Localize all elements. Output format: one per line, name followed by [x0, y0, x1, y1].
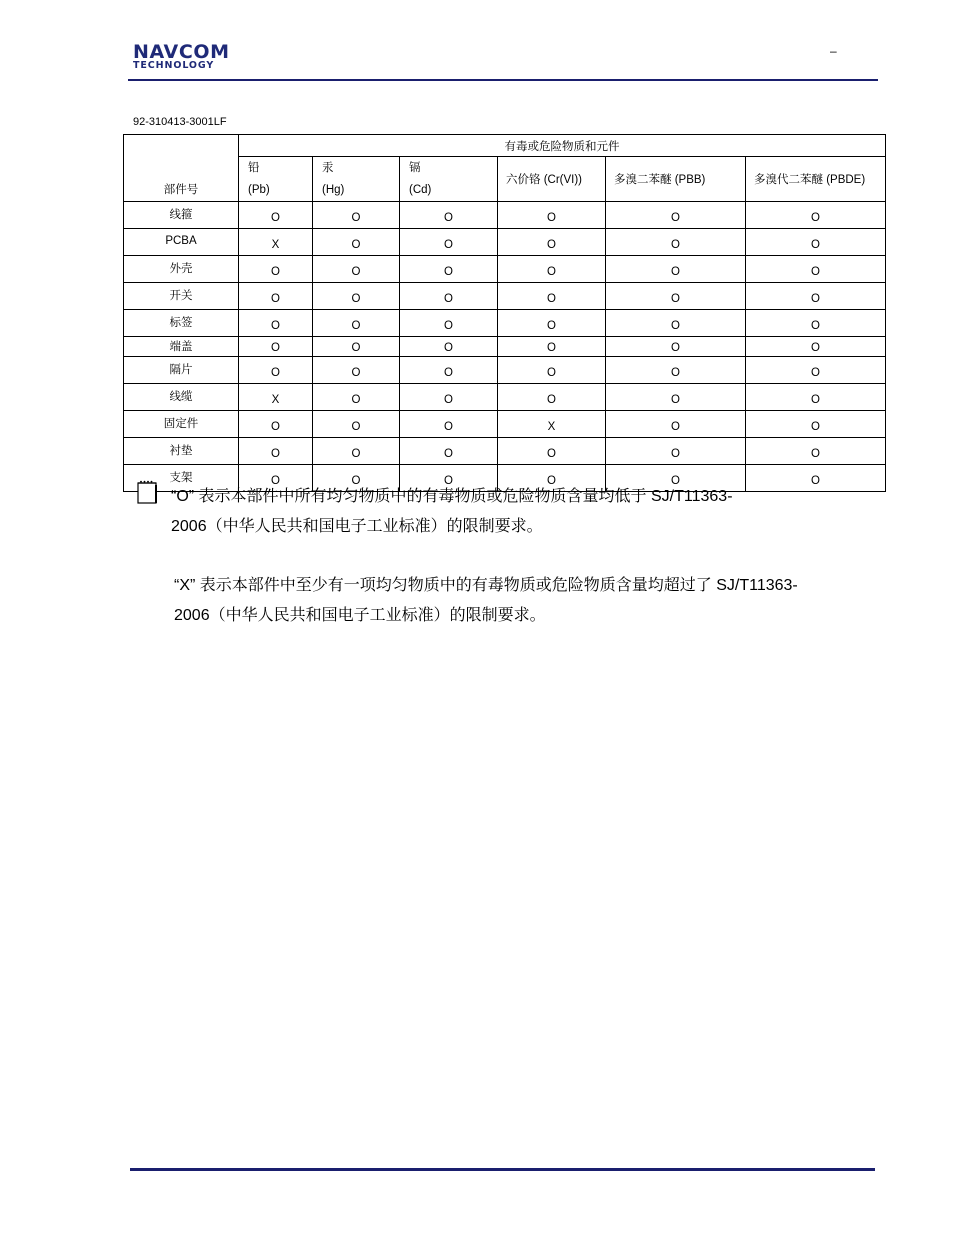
part-name-cell: 固定件 — [124, 411, 239, 438]
substance-value-cell: O — [400, 384, 498, 411]
logo-wordmark: NAVCOM — [133, 41, 230, 63]
part-name-cell: 衬垫 — [124, 438, 239, 465]
substance-value-cell: O — [239, 256, 313, 283]
part-name-cell: 外壳 — [124, 256, 239, 283]
substance-value-cell: O — [746, 411, 886, 438]
substance-value-cell: O — [239, 337, 313, 357]
column-header-pbde: 多溴代二苯醚 (PBDE) — [746, 157, 886, 202]
table-row — [124, 411, 886, 438]
table-row — [124, 310, 886, 337]
substance-value-cell: O — [606, 411, 746, 438]
column-header-hg: 汞 (Hg) — [313, 157, 400, 202]
substance-value-cell: O — [498, 337, 606, 357]
substance-value-cell: O — [746, 310, 886, 337]
substance-value-cell: O — [606, 202, 746, 229]
table-row — [124, 357, 886, 384]
substance-value-cell: O — [746, 384, 886, 411]
substance-value-cell: O — [606, 465, 746, 492]
substance-value-cell: O — [746, 283, 886, 310]
footer-divider — [130, 1168, 875, 1171]
substance-value-cell: O — [606, 384, 746, 411]
substance-value-cell: O — [313, 411, 400, 438]
column-header-pb: 铅 (Pb) — [239, 157, 313, 202]
table-row — [124, 202, 886, 229]
part-name-cell: 线缆 — [124, 384, 239, 411]
substance-value-cell: X — [239, 384, 313, 411]
substance-value-cell: O — [498, 465, 606, 492]
substance-value-cell: O — [400, 202, 498, 229]
hazardous-substance-table — [123, 134, 886, 492]
document-number: 92-310413-3001LF — [133, 116, 227, 128]
substance-value-cell: O — [746, 256, 886, 283]
substance-value-cell: O — [400, 229, 498, 256]
note-o-line2: 2006（中华人民共和国电子工业标准）的限制要求。 — [171, 518, 543, 535]
substance-value-cell: O — [400, 310, 498, 337]
table-row — [124, 229, 886, 256]
substance-value-cell: O — [400, 337, 498, 357]
substance-value-cell: O — [606, 357, 746, 384]
part-name-cell: 支架 — [124, 465, 239, 492]
substance-value-cell: O — [400, 411, 498, 438]
substance-value-cell: O — [746, 465, 886, 492]
substance-value-cell: O — [313, 465, 400, 492]
substance-value-cell: O — [606, 256, 746, 283]
part-name-cell: 标签 — [124, 310, 239, 337]
substance-value-cell: O — [239, 283, 313, 310]
substance-value-cell: O — [498, 256, 606, 283]
substance-value-cell: O — [606, 310, 746, 337]
note-o-meaning — [171, 482, 811, 542]
header-divider — [128, 79, 878, 81]
table-row — [124, 337, 886, 357]
substance-value-cell: O — [606, 337, 746, 357]
substances-group-header: 有毒或危险物质和元件 — [239, 135, 886, 157]
substance-value-cell: O — [606, 438, 746, 465]
column-header-cr6: 六价铬 (Cr(VI)) — [498, 157, 606, 202]
substance-value-cell: O — [239, 465, 313, 492]
logo-subline: TECHNOLOGY — [133, 60, 215, 71]
substance-value-cell: O — [313, 337, 400, 357]
substance-value-cell: O — [313, 384, 400, 411]
substance-value-cell: X — [239, 229, 313, 256]
substance-value-cell: O — [498, 229, 606, 256]
table-row — [124, 438, 886, 465]
column-header-cd: 镉 (Cd) — [400, 157, 498, 202]
part-name-cell: 隔片 — [124, 357, 239, 384]
substance-value-cell: O — [313, 283, 400, 310]
substance-value-cell: O — [400, 438, 498, 465]
substance-value-cell: O — [498, 384, 606, 411]
substance-value-cell: O — [746, 438, 886, 465]
substance-value-cell: O — [313, 229, 400, 256]
substance-value-cell: O — [313, 357, 400, 384]
table-row — [124, 283, 886, 310]
substance-value-cell: O — [239, 438, 313, 465]
table-row — [124, 256, 886, 283]
substance-value-cell: O — [313, 438, 400, 465]
table-row — [124, 384, 886, 411]
substance-value-cell: O — [313, 310, 400, 337]
substance-value-cell: O — [498, 438, 606, 465]
substance-value-cell: O — [498, 283, 606, 310]
part-name-cell: 开关 — [124, 283, 239, 310]
substance-value-cell: O — [606, 229, 746, 256]
note-x-line2: 2006（中华人民共和国电子工业标准）的限制要求。 — [174, 607, 546, 624]
substance-value-cell: O — [400, 283, 498, 310]
note-x-line1: “X” 表示本部件中至少有一项均匀物质中的有毒物质或危险物质含量均超过了 SJ/T11363- — [174, 577, 798, 594]
substance-value-cell: O — [606, 283, 746, 310]
part-number-header: 部件号 — [124, 135, 239, 202]
substance-value-cell: O — [746, 202, 886, 229]
substance-value-cell: O — [400, 256, 498, 283]
substance-value-cell: O — [313, 202, 400, 229]
part-name-cell: 线箍 — [124, 202, 239, 229]
part-name-cell: 端盖 — [124, 337, 239, 357]
substance-value-cell: O — [746, 229, 886, 256]
substance-value-cell: O — [239, 202, 313, 229]
notepad-icon — [137, 480, 157, 504]
substance-value-cell: O — [239, 310, 313, 337]
substance-value-cell: O — [313, 256, 400, 283]
navcom-logo — [133, 43, 255, 69]
substance-value-cell: X — [498, 411, 606, 438]
column-header-row — [124, 157, 886, 202]
substance-value-cell: O — [498, 310, 606, 337]
note-o-line1: “O” 表示本部件中所有均匀物质中的有毒物质或危险物质含量均低于 SJ/T11363- — [171, 488, 733, 505]
part-name-cell: PCBA — [124, 229, 239, 256]
substance-value-cell: O — [239, 357, 313, 384]
note-x-meaning — [174, 571, 864, 631]
substance-value-cell: O — [498, 202, 606, 229]
substance-value-cell: O — [498, 357, 606, 384]
substance-value-cell: O — [746, 337, 886, 357]
page-marker: – — [830, 44, 837, 58]
substance-value-cell: O — [400, 357, 498, 384]
substance-value-cell: O — [400, 465, 498, 492]
substance-value-cell: O — [746, 357, 886, 384]
column-header-pbb: 多溴二苯醚 (PBB) — [606, 157, 746, 202]
substance-value-cell: O — [239, 411, 313, 438]
